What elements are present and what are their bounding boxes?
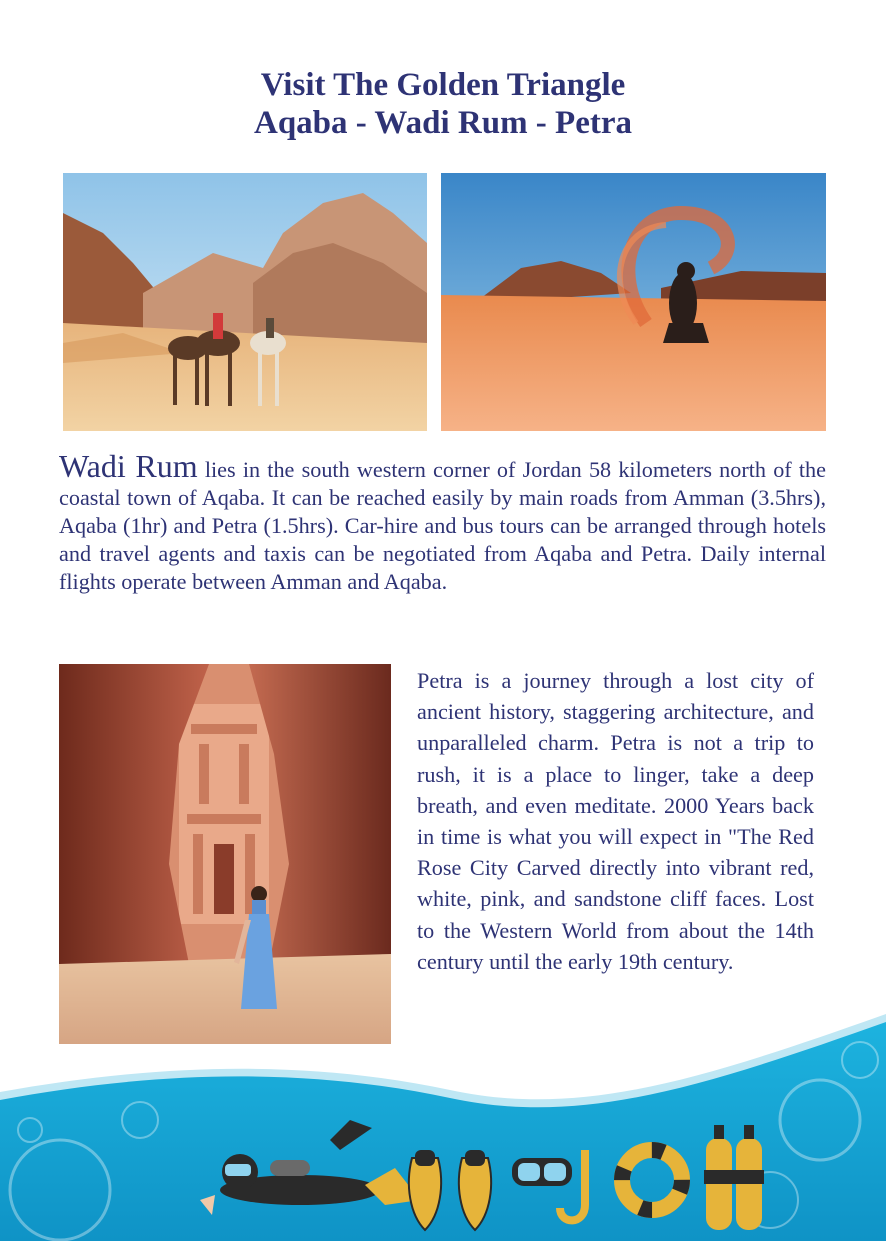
petra-treasury-siq-photo — [59, 664, 391, 1044]
wadi-rum-text: lies in the south western corner of Jordan 58 kilometers north of the coastal town of Aqaba. It can be reached easily by main roads from Amman (3.5hrs), Aqaba (1hr) and Petra (1.5hrs). Car-hire and bus tours can be arranged through hotels and travel agents and taxis can be negotiated from Aqaba and Petra. Daily internal flights operate between Amman and Aqaba. — [59, 457, 826, 594]
title-line-1: Visit The Golden Triangle — [260, 67, 626, 103]
wadi-rum-lead: Wadi Rum — [59, 448, 198, 484]
page-title — [0, 66, 886, 142]
sand-throw-photo — [441, 173, 826, 431]
title-line-2: Aqaba - Wadi Rum - Petra — [254, 105, 632, 141]
camels-in-desert-photo — [63, 173, 427, 431]
wadi-rum-paragraph — [59, 448, 826, 596]
footer-water-banner — [0, 1000, 886, 1241]
petra-paragraph: Petra is a journey through a lost city of ancient history, staggering architecture, and unparalleled charm. Petra is not a trip to rush, it is a place to linger, take a deep breath, and even meditate. 2000 Years back in time is what you will expect in "The Red Rose City Carved directly into vibrant red, white, pink, and sandstone cliff faces. Lost to the Western World from about the 14th century until the early 19th century. — [417, 668, 814, 974]
